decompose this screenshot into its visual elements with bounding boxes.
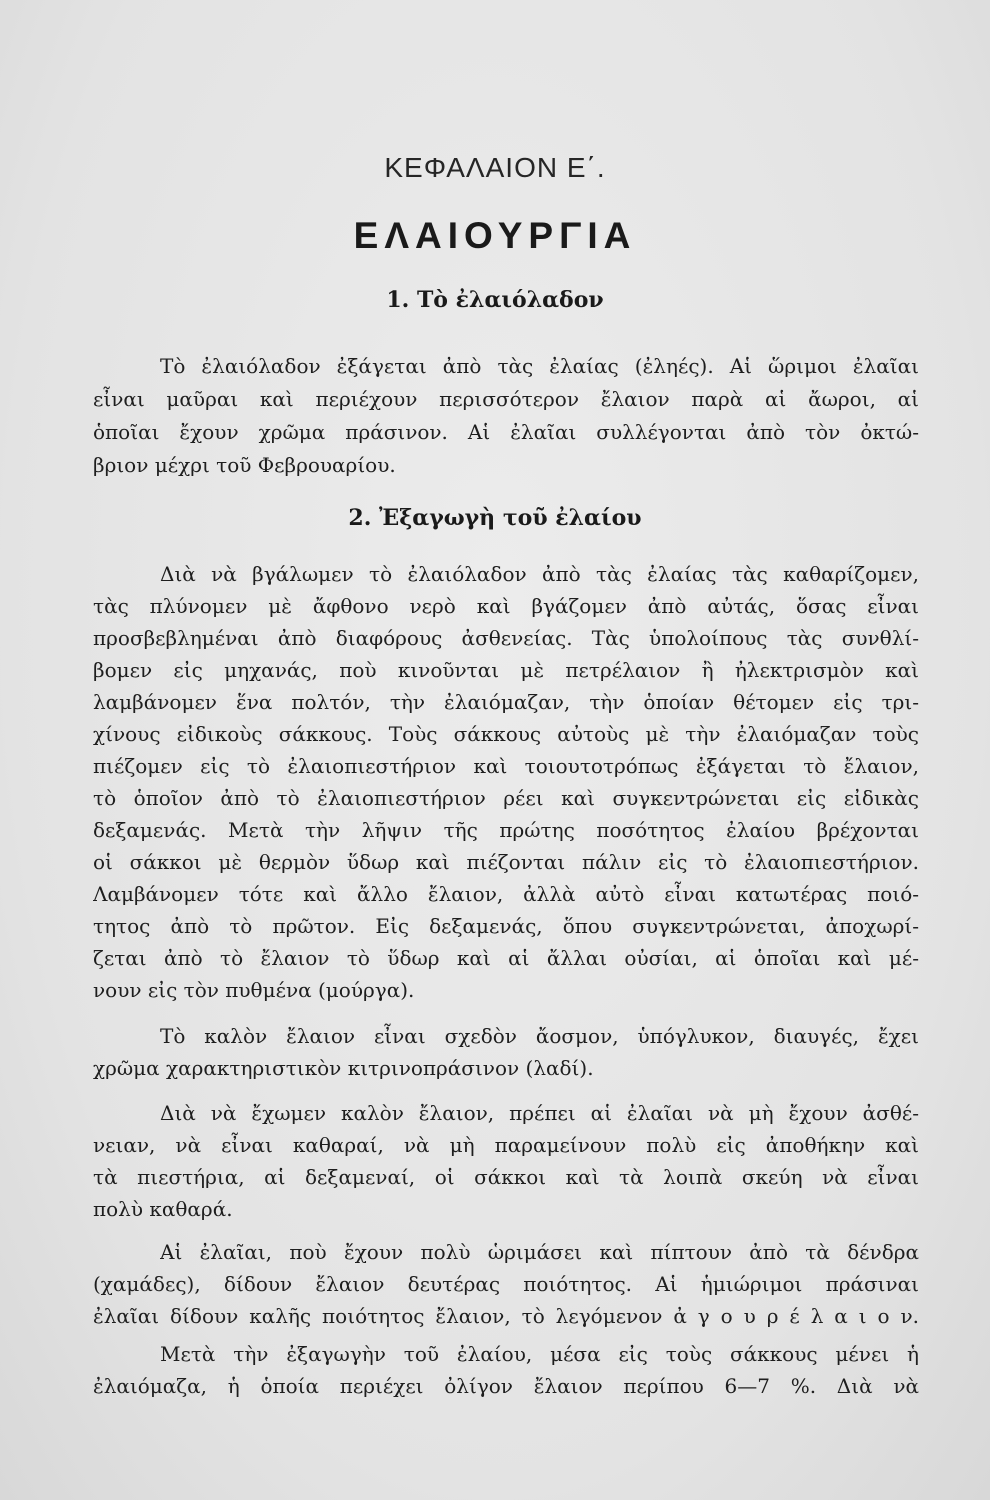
text-line: Μετὰ τὴν ἐξαγωγὴν τοῦ ἐλαίου, μέσα εἰς τοὺς σάκκους μένει ἡ	[160, 1342, 919, 1366]
text-line: λαμβάνομεν ἕνα πολτόν, τὴν ἐλαιόμαζαν, τὴν ὁποίαν θέτομεν εἰς τρι-	[93, 690, 919, 714]
text-line: Διὰ νὰ ἔχωμεν καλὸν ἔλαιον, πρέπει αἱ ἐλαῖαι νὰ μὴ ἔχουν ἀσθέ-	[160, 1101, 919, 1125]
text-line: ἐλαιόμαζα, ἡ ὁποία περιέχει ὀλίγον ἔλαιον περίπου 6—7 %. Διὰ νὰ	[93, 1374, 919, 1398]
text-line: νειαν, νὰ εἶναι καθαραί, νὰ μὴ παραμείνουν πολὺ εἰς ἀποθήκην καὶ	[93, 1133, 919, 1157]
text-line: εἶναι μαῦραι καὶ περιέχουν περισσότερον ἔλαιον παρὰ αἱ ἄωροι, αἱ	[93, 387, 919, 411]
section-1-heading: 1. Τὸ ἐλαιόλαδον	[386, 287, 604, 313]
text-line: (χαμάδες), δίδουν ἔλαιον δευτέρας ποιότητος. Αἱ ἡμιώριμοι πράσιναι	[93, 1272, 919, 1296]
text-line: οἱ σάκκοι μὲ θερμὸν ὕδωρ καὶ πιέζονται πάλιν εἰς τὸ ἐλαιοπιεστήριον.	[93, 850, 919, 874]
text-line: νουν εἰς τὸν πυθμένα (μούργα).	[93, 978, 415, 1002]
text-line: χίνους εἰδικοὺς σάκκους. Τοὺς σάκκους αὐτοὺς μὲ τὴν ἐλαιόμαζαν τοὺς	[93, 722, 919, 746]
text-line: τὸ ὁποῖον ἀπὸ τὸ ἐλαιοπιεστήριον ρέει καὶ συγκεντρώνεται εἰς εἰδικὰς	[93, 786, 919, 810]
text-line: πιέζομεν εἰς τὸ ἐλαιοπιεστήριον καὶ τοιουτοτρόπως ἐξάγεται τὸ ἔλαιον,	[93, 754, 919, 778]
text-line: Τὸ καλὸν ἔλαιον εἶναι σχεδὸν ἄοσμον, ὑπόγλυκον, διαυγές, ἔχει	[160, 1024, 919, 1048]
text-line: Λαμβάνομεν τότε καὶ ἄλλο ἔλαιον, ἀλλὰ αὐτὸ εἶναι κατωτέρας ποιό-	[93, 882, 919, 906]
text-line: ὁποῖαι ἔχουν χρῶμα πράσινον. Αἱ ἐλαῖαι συλλέγονται ἀπὸ τὸν ὀκτώ-	[93, 420, 919, 444]
section-2-heading: 2. Ἐξαγωγὴ τοῦ ἐλαίου	[348, 505, 642, 531]
text-line: Διὰ νὰ βγάλωμεν τὸ ἐλαιόλαδον ἀπὸ τὰς ἐλαίας τὰς καθαρίζομεν,	[160, 562, 919, 586]
chapter-title: ΕΛΑΙΟΥΡΓΙΑ	[353, 215, 637, 256]
text-line: δεξαμενάς. Μετὰ τὴν λῆψιν τῆς πρώτης ποσότητος ἐλαίου βρέχονται	[93, 818, 919, 842]
text-line: τὰς πλύνομεν μὲ ἄφθονο νερὸ καὶ βγάζομεν ἀπὸ αὐτάς, ὅσας εἶναι	[93, 594, 919, 618]
text-line: βριον μέχρι τοῦ Φεβρουαρίου.	[93, 453, 396, 477]
chapter-heading: ΚΕΦΑΛΑΙΟΝ Ε΄.	[384, 152, 606, 183]
text-line: ζεται ἀπὸ τὸ ἔλαιον τὸ ὕδωρ καὶ αἱ ἄλλαι οὐσίαι, αἱ ὁποῖαι καὶ μέ-	[93, 946, 919, 970]
text-line: τητος ἀπὸ τὸ πρῶτον. Εἰς δεξαμενάς, ὅπου συγκεντρώνεται, ἀποχωρί-	[93, 914, 919, 938]
text-line: ἐλαῖαι δίδουν καλῆς ποιότητος ἔλαιον, τὸ λεγόμενον ἀ γ ο υ ρ έ λ α ι ο ν.	[93, 1304, 919, 1328]
text-line: χρῶμα χαρακτηριστικὸν κιτρινοπράσινον (λαδί).	[93, 1056, 594, 1080]
text-line: Τὸ ἐλαιόλαδον ἐξάγεται ἀπὸ τὰς ἐλαίας (ἐληές). Αἱ ὥριμοι ἐλαῖαι	[160, 354, 919, 378]
text-line: Αἱ ἐλαῖαι, ποὺ ἔχουν πολὺ ὡριμάσει καὶ πίπτουν ἀπὸ τὰ δένδρα	[160, 1240, 919, 1264]
text-line: προσβεβλημέναι ἀπὸ διαφόρους ἀσθενείας. Τὰς ὑπολοίπους τὰς συνθλί-	[93, 626, 919, 650]
text-line: βομεν εἰς μηχανάς, ποὺ κινοῦνται μὲ πετρέλαιον ἢ ἠλεκτρισμὸν καὶ	[93, 658, 919, 682]
text-line: πολὺ καθαρά.	[93, 1197, 233, 1221]
text-line: τὰ πιεστήρια, αἱ δεξαμεναί, οἱ σάκκοι καὶ τὰ λοιπὰ σκεύη νὰ εἶναι	[93, 1165, 919, 1189]
